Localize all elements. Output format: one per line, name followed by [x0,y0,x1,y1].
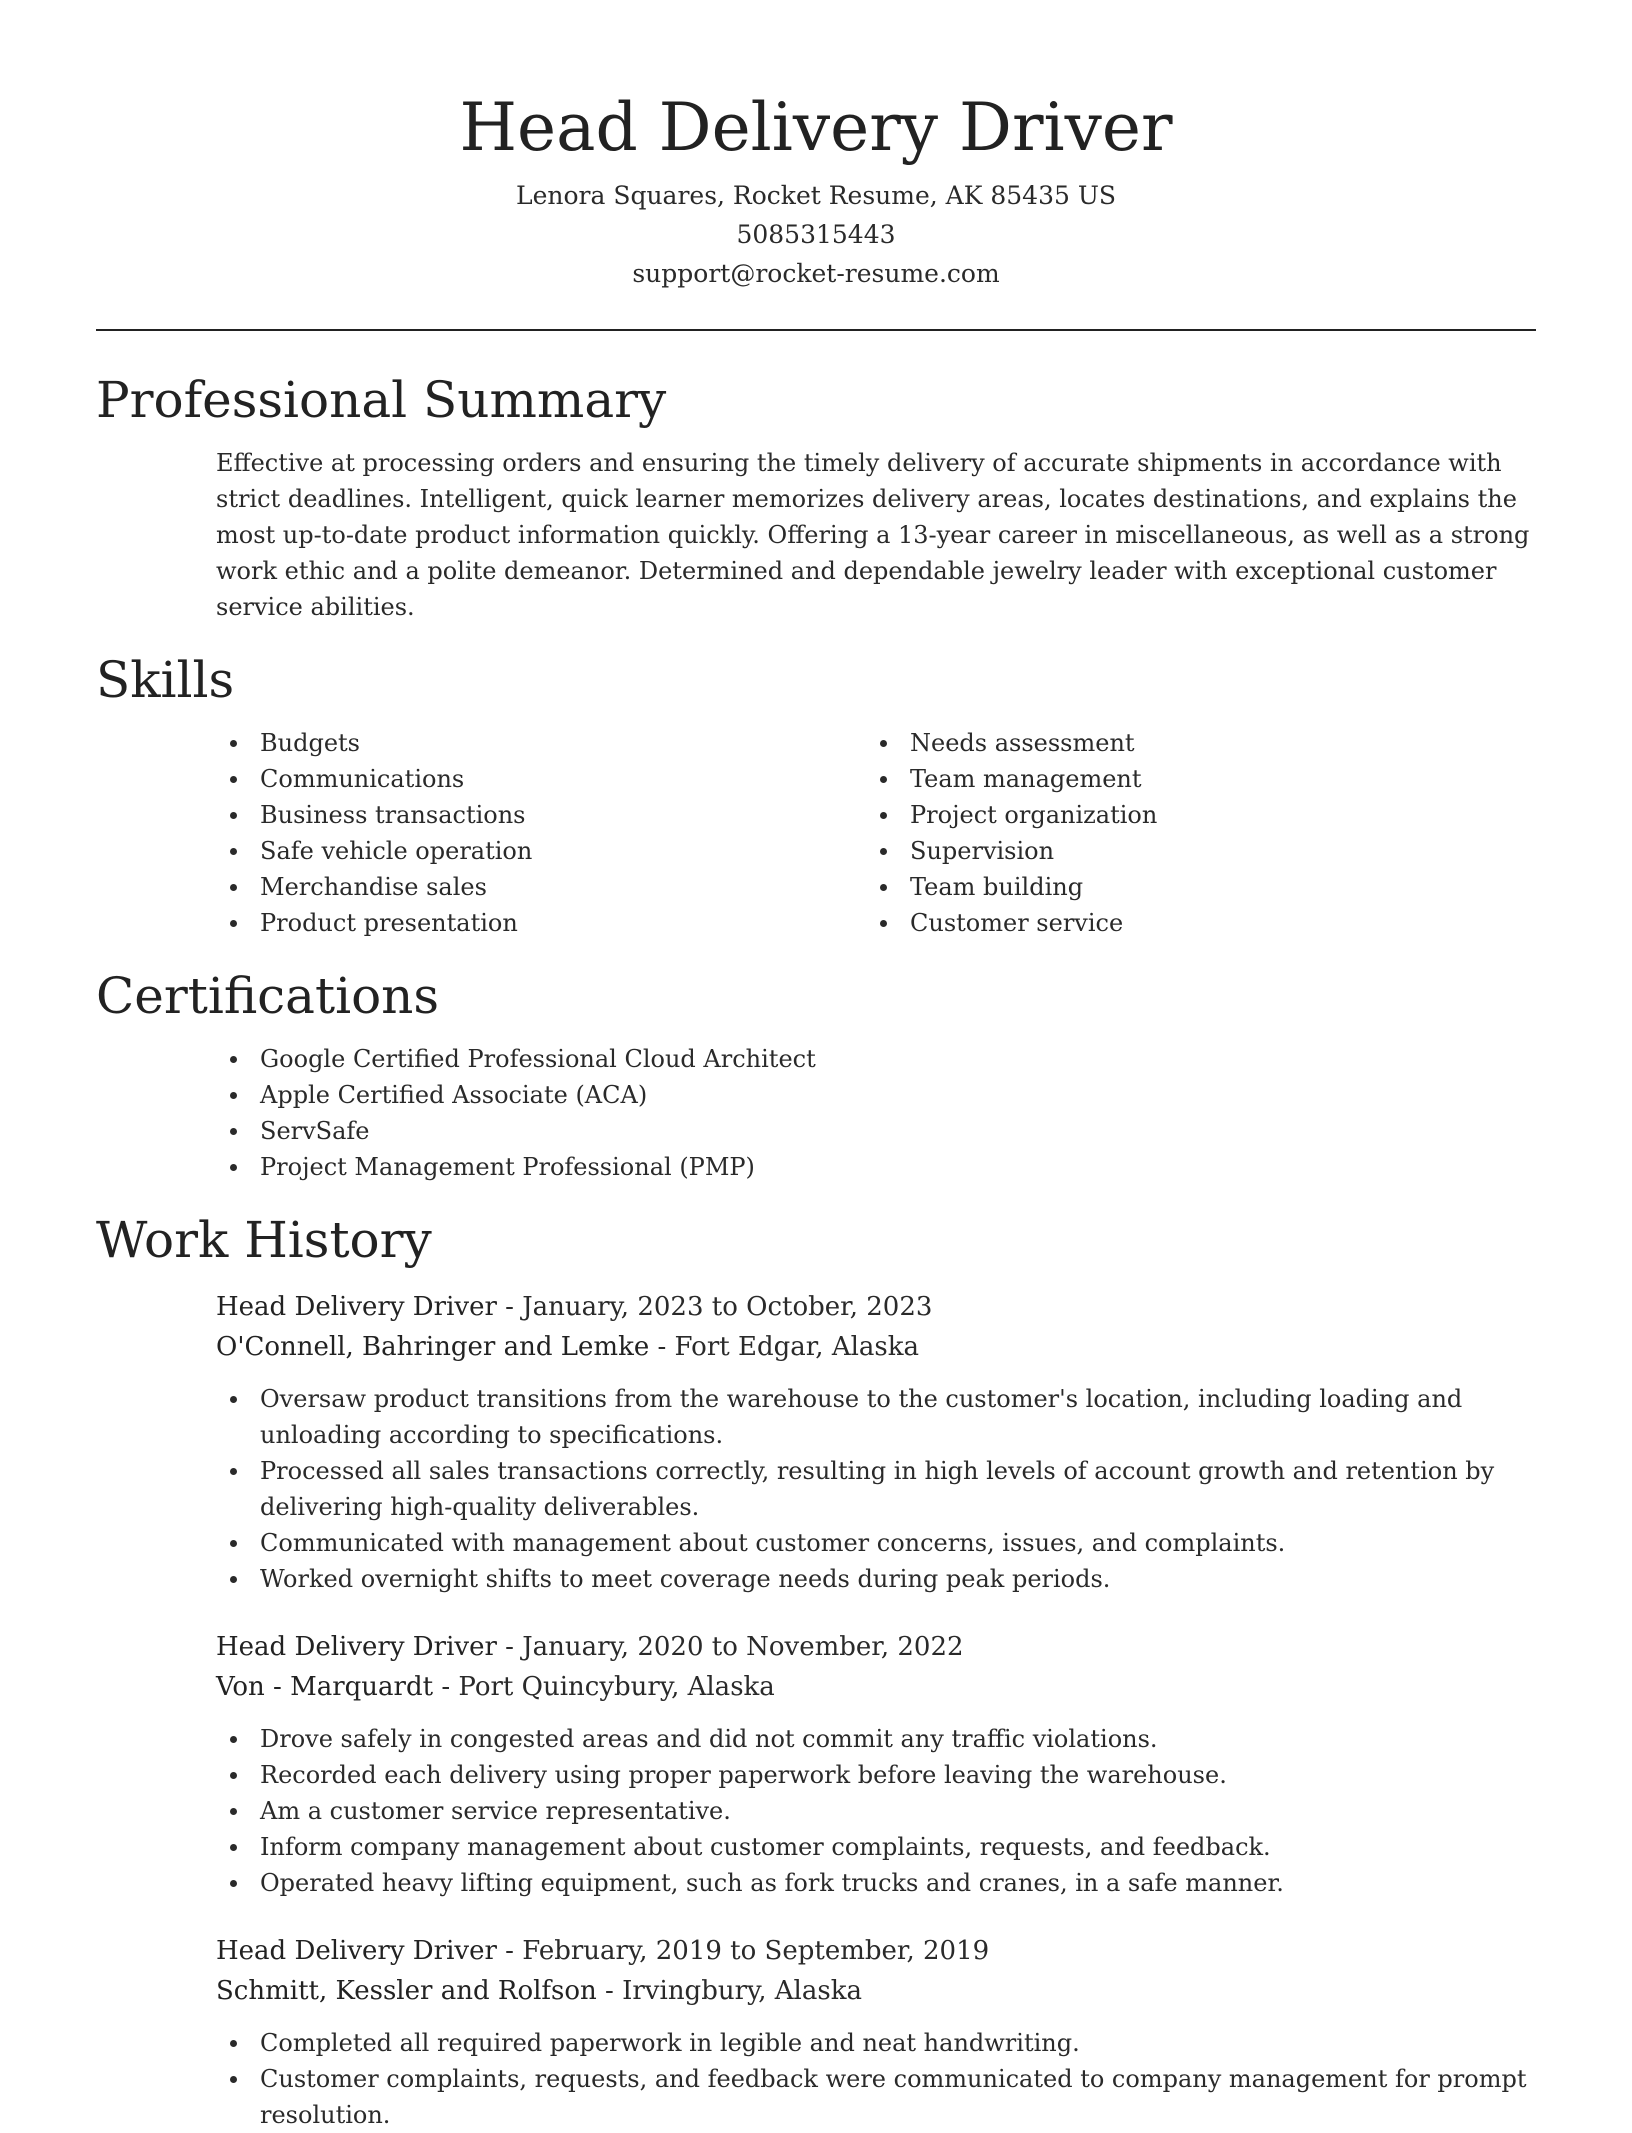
skills-column-right [866,725,1516,941]
job-company: O'Connell, Bahringer and Lemke [216,1332,650,1362]
skill-item: Product presentation [216,905,866,941]
skills-columns [216,725,1536,941]
certification-item: Google Certified Professional Cloud Architect [216,1041,1536,1077]
skill-item: Project organization [866,797,1516,833]
skill-item: Customer service [866,905,1516,941]
skill-item: Business transactions [216,797,866,833]
contact-phone: 5085315443 [736,220,896,249]
skill-item: Supervision [866,833,1516,869]
certification-item: ServSafe [216,1113,1536,1149]
job-company: Von - Marquardt [216,1672,434,1702]
resume-header [96,0,1536,293]
job-company-line [216,1971,1536,2011]
duty-item: Completed all required paperwork in legible and neat handwriting. [216,2025,1536,2061]
duty-item: Drove safely in congested areas and did not commit any traffic violations. [216,1721,1536,1757]
job-dates: January, 2023 to October, 2023 [522,1292,933,1322]
job-title-line [216,1287,1536,1327]
job-company-line [216,1667,1536,1707]
job-duties [216,1721,1536,1901]
contact-email: support@rocket-resume.com [632,259,1000,288]
certification-item: Project Management Professional (PMP) [216,1149,1536,1185]
work-history-heading: Work History [96,1211,432,1269]
job-role: Head Delivery Driver [216,1632,497,1662]
job-role: Head Delivery Driver [216,1292,497,1322]
job-company: Schmitt, Kessler and Rolfson [216,1976,597,2006]
duty-item: Customer complaints, requests, and feedback were communicated to company management for prompt resolution. [216,2061,1536,2133]
job-title-line [216,1627,1536,1667]
job-entry [216,1931,1536,2133]
certification-item: Apple Certified Associate (ACA) [216,1077,1536,1113]
separator: - [496,1936,523,1966]
job-title-line [216,1931,1536,1971]
resume-page [96,0,1536,2133]
contact-info [96,176,1536,293]
header-divider [96,329,1536,331]
job-location: Irvingbury, Alaska [622,1976,862,2006]
separator: - [596,1976,623,2006]
duty-item: Inform company management about customer complaints, requests, and feedback. [216,1829,1536,1865]
duty-item: Communicated with management about customer concerns, issues, and complaints. [216,1525,1536,1561]
certifications-list [216,1041,1536,1185]
skills-list-left [216,725,866,941]
duty-item: Recorded each delivery using proper paperwork before leaving the warehouse. [216,1757,1536,1793]
job-location: Fort Edgar, Alaska [674,1332,920,1362]
job-location: Port Quincybury, Alaska [458,1672,775,1702]
job-dates: February, 2019 to September, 2019 [522,1936,990,1966]
certifications-heading: Certifications [96,967,440,1025]
duty-item: Am a customer service representative. [216,1793,1536,1829]
duty-item: Oversaw product transitions from the warehouse to the customer's location, including loading and unloading according to specifications. [216,1381,1536,1453]
summary-section [96,369,1536,625]
skills-heading: Skills [96,651,235,709]
skill-item: Team management [866,761,1516,797]
job-duties [216,1381,1536,1597]
certifications-section [96,965,1536,1185]
duty-item: Operated heavy lifting equipment, such as fork trucks and cranes, in a safe manner. [216,1865,1536,1901]
job-company-line [216,1327,1536,1367]
separator: - [496,1292,523,1322]
skill-item: Safe vehicle operation [216,833,866,869]
separator: - [496,1632,523,1662]
duty-item: Worked overnight shifts to meet coverage needs during peak periods. [216,1561,1536,1597]
job-entry [216,1627,1536,1901]
skill-item: Needs assessment [866,725,1516,761]
summary-text: Effective at processing orders and ensuring the timely delivery of accurate shipments in accordance with strict deadlines. Intelligent, quick learner memorizes delivery areas, locates destinations, and explains the most up-to-date product information quickly. Offering a 13-year career in miscellaneous, as well as a strong work ethic and a polite demeanor. Determined and dependable jewelry leader with exceptional customer service abilities. [216,449,1530,621]
skills-section [96,649,1536,941]
work-history-section [96,1209,1536,2133]
candidate-title: Head Delivery Driver [459,89,1173,166]
contact-address: Lenora Squares, Rocket Resume, AK 85435 US [515,181,1117,210]
skill-item: Team building [866,869,1516,905]
separator: - [433,1672,459,1702]
duty-item: Processed all sales transactions correctly, resulting in high levels of account growth and retention by delivering high-quality deliverables. [216,1453,1536,1525]
job-entry [216,1287,1536,1597]
skills-list-right [866,725,1516,941]
skill-item: Communications [216,761,866,797]
job-dates: January, 2020 to November, 2022 [522,1632,964,1662]
job-role: Head Delivery Driver [216,1936,497,1966]
skill-item: Merchandise sales [216,869,866,905]
skills-column-left [216,725,866,941]
job-duties [216,2025,1536,2133]
skill-item: Budgets [216,725,866,761]
separator: - [649,1332,675,1362]
summary-heading: Professional Summary [96,371,667,429]
